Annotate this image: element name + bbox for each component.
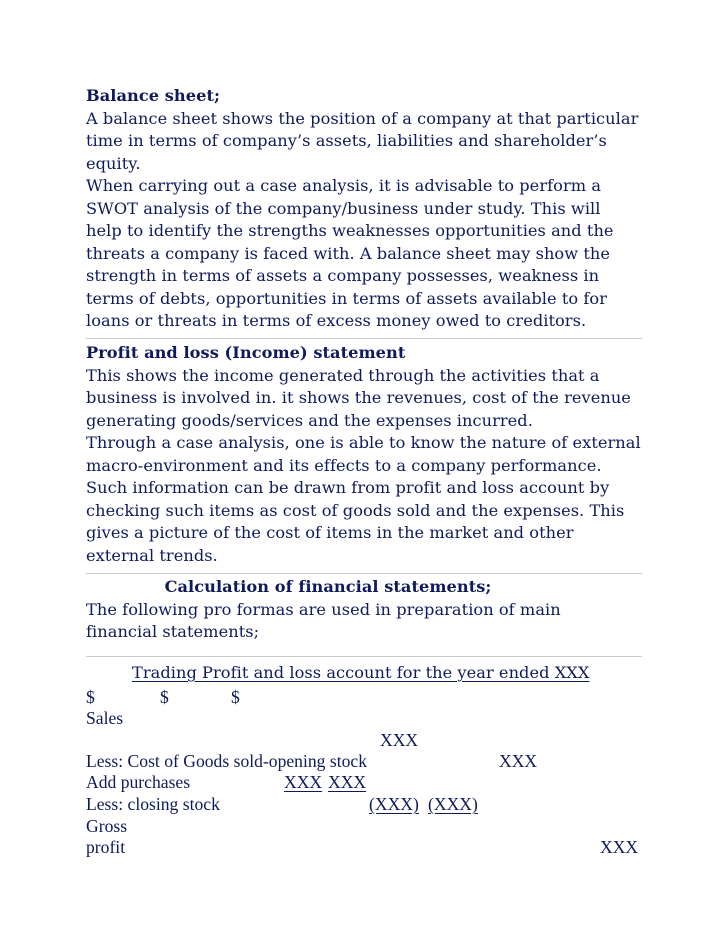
section-divider [86, 573, 642, 574]
paragraph-line: Through a case analysis, one is able to know the nature of external [86, 433, 641, 452]
sales-value: XXX [380, 730, 419, 750]
profit-label: profit [86, 837, 126, 857]
purchases-label: Add purchases [86, 772, 191, 792]
paragraph-line: help to identify the strengths weaknesses opportunities and the [86, 221, 614, 240]
paragraph-line: terms of debts, opportunities in terms of assets available to for [86, 288, 608, 308]
paragraph-line: macro-environment and its effects to a company performance. [86, 455, 602, 475]
balance-sheet-section [86, 85, 646, 333]
gross-label: Gross [86, 816, 128, 836]
trading-account-title: Trading Profit and loss account for the year ended XXX [132, 663, 590, 682]
paragraph-line: business is involved in. it shows the revenues, cost of the revenue [86, 388, 631, 407]
cogs-value: XXX [499, 751, 538, 771]
cogs-label: Less: Cost of Goods sold-opening stock [86, 751, 368, 771]
purchases-value-1: XXX [284, 772, 323, 792]
profit-loss-title: Profit and loss (Income) statement [86, 343, 406, 362]
gross-profit-value: XXX [600, 837, 639, 857]
currency-header-2: $ [160, 687, 169, 707]
sales-label: Sales [86, 708, 124, 728]
paragraph-line: loans or threats in terms of excess money owed to creditors. [86, 311, 587, 330]
closing-stock-value-2: (XXX) [428, 794, 478, 814]
paragraph-line: checking such items as cost of goods sold and the expenses. This [86, 500, 625, 520]
balance-sheet-title: Balance sheet; [86, 86, 221, 105]
paragraph-line: generating goods/services and the expenses incurred. [86, 410, 533, 430]
paragraph-line: gives a picture of the cost of items in the market and other [86, 523, 574, 542]
paragraph-line: financial statements; [86, 622, 260, 641]
closing-stock-value-1: (XXX) [369, 794, 419, 814]
paragraph-line: Such information can be drawn from profit and loss account by [86, 478, 610, 497]
trading-account-title-row [86, 662, 646, 685]
paragraph-line: time in terms of company’s assets, liabilities and shareholder’s [86, 131, 607, 150]
paragraph-line: strength in terms of assets a company possesses, weakness in [86, 266, 600, 285]
closing-stock-label: Less: closing stock [86, 794, 220, 814]
section-divider [86, 338, 642, 339]
currency-header-3: $ [231, 687, 240, 707]
section-divider [86, 656, 642, 657]
calculation-title: Calculation of financial statements; [164, 577, 492, 596]
paragraph-line: A balance sheet shows the position of a company at that particular [86, 108, 639, 128]
paragraph-line: When carrying out a case analysis, it is advisable to perform a [86, 176, 602, 195]
paragraph-line: This shows the income generated through the activities that a [86, 365, 600, 385]
paragraph-line: threats a company is faced with. A balance sheet may show the [86, 243, 610, 263]
profit-loss-section [86, 342, 646, 567]
calculation-section [86, 576, 646, 644]
purchases-value-2: XXX [328, 772, 367, 792]
currency-header-1: $ [86, 687, 95, 707]
paragraph-line: SWOT analysis of the company/business under study. This will [86, 198, 601, 218]
paragraph-line: equity. [86, 153, 141, 173]
paragraph-line: The following pro formas are used in preparation of main [86, 599, 561, 619]
paragraph-line: external trends. [86, 545, 218, 565]
